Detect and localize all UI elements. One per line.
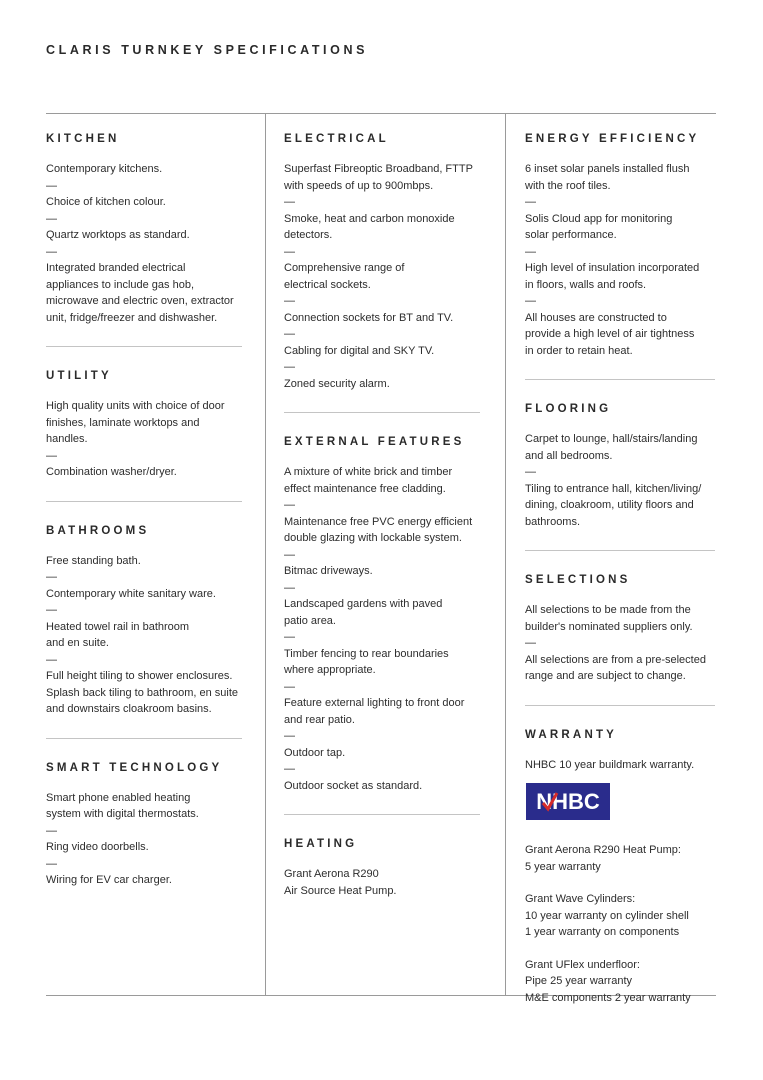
spec-line: in order to retain heat. [525, 344, 633, 357]
spec-item [284, 563, 480, 580]
warranty-line: Grant Wave Cylinders: [525, 893, 636, 905]
spec-line: Integrated branded electrical [46, 262, 186, 274]
item-separator-dash: — [284, 730, 295, 742]
electrical-heading: ELECTRICAL [284, 133, 389, 145]
spec-item [46, 872, 242, 889]
item-separator-dash: — [284, 328, 295, 340]
warranty-line: 5 year warranty [525, 860, 601, 873]
spec-line: patio area. [284, 614, 336, 627]
item-separator-dash: — [284, 499, 295, 511]
spec-item [525, 431, 715, 464]
spec-item [46, 398, 242, 448]
item-separator-dash: — [46, 179, 57, 192]
spec-line: solar performance. [525, 229, 617, 241]
item-separator-dash: — [525, 245, 536, 258]
spec-line: Choice of kitchen colour. [46, 196, 166, 208]
spec-line: bathrooms. [525, 515, 581, 528]
spec-line: where appropriate. [284, 664, 376, 676]
heating-heading: HEATING [284, 838, 358, 850]
smart-technology-section [46, 761, 242, 889]
spec-line: Contemporary white sanitary ware. [46, 587, 216, 600]
spec-item [284, 866, 480, 899]
item-separator-dash: — [525, 637, 536, 649]
spec-line: and downstairs cloakroom basins. [46, 703, 212, 715]
spec-line: appliances to include gas hob, [46, 278, 194, 291]
spec-line: effect maintenance free cladding. [284, 482, 446, 495]
spec-item [46, 668, 242, 718]
item-separator-dash: — [525, 196, 536, 208]
spec-item [284, 464, 480, 497]
spec-item [525, 161, 715, 194]
spec-line: Smoke, heat and carbon monoxide [284, 212, 455, 225]
spec-item [284, 260, 480, 293]
spec-line: High level of insulation incorporated [525, 262, 700, 274]
spec-item [46, 227, 242, 244]
spec-line: Feature external lighting to front door [284, 697, 465, 709]
spec-line: Maintenance free PVC energy efficient [284, 515, 473, 528]
spec-line: High quality units with choice of door [46, 400, 225, 412]
spec-item [46, 790, 242, 823]
spec-item [284, 646, 480, 679]
item-separator-dash: — [46, 857, 57, 870]
external-features-section [284, 435, 480, 794]
spec-line: double glazing with lockable system. [284, 532, 462, 544]
spec-line: A mixture of white brick and timber [284, 466, 453, 478]
item-separator-dash: — [46, 604, 57, 616]
spec-item [284, 745, 480, 762]
spec-item [46, 553, 242, 570]
spec-line: 6 inset solar panels installed flush [525, 163, 690, 175]
spec-line: detectors. [284, 229, 333, 241]
item-separator-dash: — [46, 245, 57, 258]
column-divider-2 [505, 114, 506, 995]
top-rule [46, 113, 716, 114]
spec-line: Contemporary kitchens. [46, 163, 163, 175]
energy-efficiency-section [525, 132, 715, 359]
spec-line: Timber fencing to rear boundaries [284, 647, 449, 660]
item-separator-dash: — [284, 295, 295, 307]
spec-line: Comprehensive range of [284, 262, 405, 274]
spec-item [284, 343, 480, 360]
warranty-section [525, 728, 715, 1007]
warranty-line: 10 year warranty on cylinder shell [525, 909, 689, 922]
spec-line: provide a high level of air tightness [525, 328, 695, 340]
spec-item [46, 194, 242, 211]
bathrooms-heading: BATHROOMS [46, 524, 150, 537]
warranty-line: M&E components 2 year warranty [525, 991, 691, 1004]
spec-line: and rear patio. [284, 713, 355, 726]
section-divider [284, 814, 480, 815]
selections-section [525, 573, 715, 685]
item-separator-dash: — [46, 653, 57, 666]
flooring-heading: FLOORING [525, 403, 612, 415]
section-divider [525, 550, 715, 551]
spec-item [46, 260, 242, 326]
section-divider [284, 412, 480, 413]
spec-item [525, 481, 715, 531]
spec-item [46, 619, 242, 652]
warranty-line: Grant UFlex underfloor: [525, 958, 640, 971]
spec-line: Solis Cloud app for monitoring [525, 212, 673, 225]
spec-item [284, 310, 480, 327]
spec-line: and all bedrooms. [525, 449, 613, 462]
nhbc-logo [526, 783, 610, 820]
item-separator-dash: — [284, 196, 295, 208]
spec-item [525, 211, 715, 244]
section-divider [525, 379, 715, 380]
spec-line: Splash back tiling to bathroom, en suite [46, 686, 239, 699]
utility-heading: UTILITY [46, 370, 112, 382]
spec-line: Free standing bath. [46, 554, 141, 567]
spec-line: and en suite. [46, 637, 109, 649]
spec-line: Grant Aerona R290 [284, 868, 379, 880]
spec-line: Wiring for EV car charger. [46, 874, 172, 886]
item-separator-dash: — [284, 361, 295, 373]
page-title: CLARIS TURNKEY SPECIFICATIONS [46, 43, 369, 57]
column-middle [284, 132, 480, 899]
item-separator-dash: — [284, 631, 295, 643]
warranty-line: Grant Aerona R290 Heat Pump: [525, 844, 681, 856]
item-separator-dash: — [284, 581, 295, 594]
spec-item [46, 586, 242, 603]
spec-line: builder's nominated suppliers only. [525, 620, 693, 633]
warranty-heading: WARRANTY [525, 728, 618, 741]
item-separator-dash: — [46, 571, 57, 583]
spec-line: All selections to be made from the [525, 604, 691, 616]
warranty-paragraph [525, 957, 715, 1007]
spec-line: Full height tiling to shower enclosures. [46, 670, 233, 682]
section-divider [46, 501, 242, 502]
spec-line: Outdoor socket as standard. [284, 779, 423, 792]
item-separator-dash: — [46, 449, 57, 462]
column-divider-1 [265, 114, 266, 995]
kitchen-heading: KITCHEN [46, 133, 120, 145]
section-divider [46, 738, 242, 739]
spec-item [46, 464, 242, 481]
spec-line: system with digital thermostats. [46, 808, 199, 820]
warranty-paragraph [525, 891, 715, 941]
spec-line: microwave and electric oven, extractor [46, 295, 234, 307]
column-left [46, 132, 242, 889]
spec-line: All houses are constructed to [525, 311, 667, 324]
section-divider [525, 705, 715, 706]
spec-line: Outdoor tap. [284, 746, 346, 759]
external-features-heading: EXTERNAL FEATURES [284, 436, 465, 448]
spec-item [284, 778, 480, 795]
spec-line: Superfast Fibreoptic Broadband, FTTP [284, 163, 473, 175]
spec-line: with the roof tiles. [525, 179, 611, 192]
spec-item [284, 596, 480, 629]
spec-item [284, 514, 480, 547]
column-right [525, 132, 715, 1022]
spec-line: with speeds of up to 900mbps. [284, 179, 434, 192]
energy-efficiency-heading: ENERGY EFFICIENCY [525, 133, 700, 145]
spec-line: Carpet to lounge, hall/stairs/landing [525, 433, 698, 445]
spec-line: Quartz worktops as standard. [46, 229, 190, 241]
item-separator-dash: — [284, 245, 295, 258]
spec-line: Smart phone enabled heating [46, 791, 191, 804]
spec-item [284, 376, 480, 393]
spec-line: Bitmac driveways. [284, 565, 373, 577]
kitchen-section [46, 132, 242, 326]
spec-item [46, 161, 242, 178]
electrical-section [284, 132, 480, 392]
spec-line: unit, fridge/freezer and dishwasher. [46, 311, 218, 324]
spec-item [284, 211, 480, 244]
spec-line: Landscaped gardens with paved [284, 598, 443, 610]
spec-line: Cabling for digital and SKY TV. [284, 344, 435, 357]
item-separator-dash: — [525, 295, 536, 307]
spec-item [525, 260, 715, 293]
item-separator-dash: — [525, 466, 536, 478]
spec-item [525, 602, 715, 635]
spec-item [284, 695, 480, 728]
spec-line: All selections are from a pre-selected [525, 653, 706, 666]
item-separator-dash: — [284, 763, 295, 775]
item-separator-dash: — [284, 680, 295, 693]
item-separator-dash: — [46, 824, 57, 837]
item-separator-dash: — [284, 548, 295, 561]
spec-item [46, 839, 242, 856]
spec-item [284, 161, 480, 194]
warranty-intro: NHBC 10 year buildmark warranty. [525, 758, 695, 771]
spec-item [525, 310, 715, 360]
spec-line: finishes, laminate worktops and handles. [46, 416, 200, 445]
spec-line: dining, cloakroom, utility floors and [525, 499, 694, 511]
smart-technology-heading: SMART TECHNOLOGY [46, 761, 223, 774]
item-separator-dash: — [46, 212, 57, 225]
heating-section [284, 837, 480, 899]
spec-line: Tiling to entrance hall, kitchen/living/ [525, 482, 702, 495]
warranty-line: Pipe 25 year warranty [525, 975, 632, 987]
utility-section [46, 369, 242, 481]
spec-line: Air Source Heat Pump. [284, 884, 397, 897]
nhbc-logo-text: NHBC [536, 789, 600, 814]
warranty-paragraph [525, 842, 715, 875]
spec-line: in floors, walls and roofs. [525, 278, 647, 291]
spec-line: Ring video doorbells. [46, 841, 149, 853]
spec-line: range and are subject to change. [525, 670, 686, 682]
section-divider [46, 346, 242, 347]
spec-line: Combination washer/dryer. [46, 466, 177, 478]
flooring-section [525, 402, 715, 530]
warranty-line: 1 year warranty on components [525, 926, 680, 938]
spec-item [525, 652, 715, 685]
spec-line: Connection sockets for BT and TV. [284, 311, 454, 324]
spec-line: Zoned security alarm. [284, 377, 390, 390]
spec-line: Heated towel rail in bathroom [46, 620, 190, 633]
bathrooms-section [46, 524, 242, 718]
selections-heading: SELECTIONS [525, 574, 631, 586]
spec-line: electrical sockets. [284, 278, 371, 291]
